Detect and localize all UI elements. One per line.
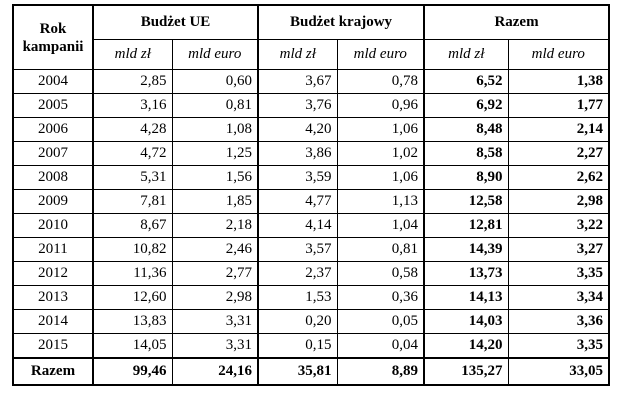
cell-krajowy-zl: 4,14 <box>258 214 337 238</box>
cell-krajowy-zl: 3,67 <box>258 70 337 94</box>
cell-total-ue-zl: 99,46 <box>93 358 172 385</box>
cell-razem-euro: 3,22 <box>508 214 609 238</box>
cell-year: 2008 <box>13 166 93 190</box>
cell-krajowy-zl: 4,77 <box>258 190 337 214</box>
cell-razem-zl: 14,03 <box>424 310 508 334</box>
cell-krajowy-zl: 3,86 <box>258 142 337 166</box>
cell-razem-euro: 2,14 <box>508 118 609 142</box>
table-row <box>13 262 609 286</box>
cell-ue-zl: 13,83 <box>93 310 172 334</box>
cell-year: 2005 <box>13 94 93 118</box>
cell-razem-zl: 14,13 <box>424 286 508 310</box>
cell-krajowy-zl: 0,20 <box>258 310 337 334</box>
cell-total-krajowy-zl: 35,81 <box>258 358 337 385</box>
cell-razem-zl: 8,90 <box>424 166 508 190</box>
cell-krajowy-zl: 3,57 <box>258 238 337 262</box>
cell-krajowy-zl: 3,76 <box>258 94 337 118</box>
cell-krajowy-euro: 1,06 <box>337 118 424 142</box>
table-row <box>13 334 609 359</box>
cell-razem-euro: 1,38 <box>508 70 609 94</box>
cell-krajowy-euro: 0,81 <box>337 238 424 262</box>
cell-krajowy-euro: 1,06 <box>337 166 424 190</box>
header-group-razem: Razem <box>424 5 609 40</box>
cell-ue-euro: 1,56 <box>172 166 258 190</box>
cell-total-krajowy-euro: 8,89 <box>337 358 424 385</box>
cell-razem-euro: 3,35 <box>508 262 609 286</box>
subheader-krajowy-zl: mld zł <box>258 40 337 70</box>
cell-krajowy-euro: 0,04 <box>337 334 424 359</box>
cell-year: 2015 <box>13 334 93 359</box>
header-rok-line1: Rok <box>39 20 67 37</box>
cell-ue-euro: 3,31 <box>172 310 258 334</box>
cell-total-label: Razem <box>13 358 93 385</box>
table-row <box>13 118 609 142</box>
cell-krajowy-euro: 1,02 <box>337 142 424 166</box>
cell-krajowy-zl: 0,15 <box>258 334 337 359</box>
header-group-budzet-ue: Budżet UE <box>93 5 258 40</box>
cell-razem-euro: 2,62 <box>508 166 609 190</box>
cell-year: 2010 <box>13 214 93 238</box>
subheader-ue-euro: mld euro <box>172 40 258 70</box>
cell-ue-zl: 4,28 <box>93 118 172 142</box>
cell-year: 2006 <box>13 118 93 142</box>
cell-ue-zl: 11,36 <box>93 262 172 286</box>
table-row <box>13 310 609 334</box>
header-rok-line2: kampanii <box>22 38 84 55</box>
cell-ue-zl: 3,16 <box>93 94 172 118</box>
budget-table <box>12 4 610 386</box>
cell-ue-zl: 12,60 <box>93 286 172 310</box>
cell-krajowy-euro: 0,05 <box>337 310 424 334</box>
cell-year: 2004 <box>13 70 93 94</box>
cell-ue-euro: 0,60 <box>172 70 258 94</box>
cell-razem-zl: 8,58 <box>424 142 508 166</box>
table-row <box>13 166 609 190</box>
cell-ue-euro: 2,46 <box>172 238 258 262</box>
cell-razem-zl: 8,48 <box>424 118 508 142</box>
header-rok-kampanii <box>13 5 93 70</box>
cell-year: 2011 <box>13 238 93 262</box>
table-row <box>13 190 609 214</box>
cell-razem-zl: 14,20 <box>424 334 508 359</box>
cell-krajowy-euro: 0,96 <box>337 94 424 118</box>
table-row <box>13 94 609 118</box>
cell-year: 2013 <box>13 286 93 310</box>
cell-razem-zl: 12,81 <box>424 214 508 238</box>
table-row <box>13 214 609 238</box>
subheader-krajowy-euro: mld euro <box>337 40 424 70</box>
cell-ue-euro: 2,98 <box>172 286 258 310</box>
cell-razem-zl: 14,39 <box>424 238 508 262</box>
cell-ue-zl: 8,67 <box>93 214 172 238</box>
cell-total-ue-euro: 24,16 <box>172 358 258 385</box>
cell-krajowy-zl: 3,59 <box>258 166 337 190</box>
cell-krajowy-euro: 0,78 <box>337 70 424 94</box>
cell-ue-euro: 1,85 <box>172 190 258 214</box>
cell-razem-euro: 2,27 <box>508 142 609 166</box>
cell-year: 2014 <box>13 310 93 334</box>
cell-krajowy-euro: 0,36 <box>337 286 424 310</box>
cell-ue-zl: 7,81 <box>93 190 172 214</box>
cell-razem-euro: 3,36 <box>508 310 609 334</box>
cell-year: 2012 <box>13 262 93 286</box>
table-row <box>13 286 609 310</box>
cell-ue-euro: 1,25 <box>172 142 258 166</box>
cell-razem-euro: 2,98 <box>508 190 609 214</box>
table-row <box>13 238 609 262</box>
total-row <box>13 358 609 385</box>
cell-krajowy-euro: 1,04 <box>337 214 424 238</box>
table-row <box>13 142 609 166</box>
cell-ue-euro: 0,81 <box>172 94 258 118</box>
cell-razem-zl: 13,73 <box>424 262 508 286</box>
cell-razem-zl: 6,92 <box>424 94 508 118</box>
cell-ue-zl: 5,31 <box>93 166 172 190</box>
cell-year: 2009 <box>13 190 93 214</box>
cell-razem-zl: 12,58 <box>424 190 508 214</box>
cell-ue-euro: 3,31 <box>172 334 258 359</box>
cell-razem-euro: 1,77 <box>508 94 609 118</box>
cell-ue-zl: 14,05 <box>93 334 172 359</box>
cell-ue-euro: 2,18 <box>172 214 258 238</box>
cell-razem-euro: 3,35 <box>508 334 609 359</box>
subheader-razem-zl: mld zł <box>424 40 508 70</box>
table-row <box>13 70 609 94</box>
cell-year: 2007 <box>13 142 93 166</box>
cell-ue-zl: 10,82 <box>93 238 172 262</box>
cell-krajowy-euro: 1,13 <box>337 190 424 214</box>
cell-razem-zl: 6,52 <box>424 70 508 94</box>
cell-total-razem-euro: 33,05 <box>508 358 609 385</box>
cell-ue-euro: 1,08 <box>172 118 258 142</box>
subheader-ue-zl: mld zł <box>93 40 172 70</box>
cell-ue-zl: 2,85 <box>93 70 172 94</box>
cell-total-razem-zl: 135,27 <box>424 358 508 385</box>
cell-ue-euro: 2,77 <box>172 262 258 286</box>
subheader-razem-euro: mld euro <box>508 40 609 70</box>
cell-krajowy-zl: 2,37 <box>258 262 337 286</box>
cell-razem-euro: 3,27 <box>508 238 609 262</box>
cell-krajowy-zl: 1,53 <box>258 286 337 310</box>
cell-ue-zl: 4,72 <box>93 142 172 166</box>
cell-razem-euro: 3,34 <box>508 286 609 310</box>
cell-krajowy-euro: 0,58 <box>337 262 424 286</box>
cell-krajowy-zl: 4,20 <box>258 118 337 142</box>
header-group-budzet-krajowy: Budżet krajowy <box>258 5 424 40</box>
